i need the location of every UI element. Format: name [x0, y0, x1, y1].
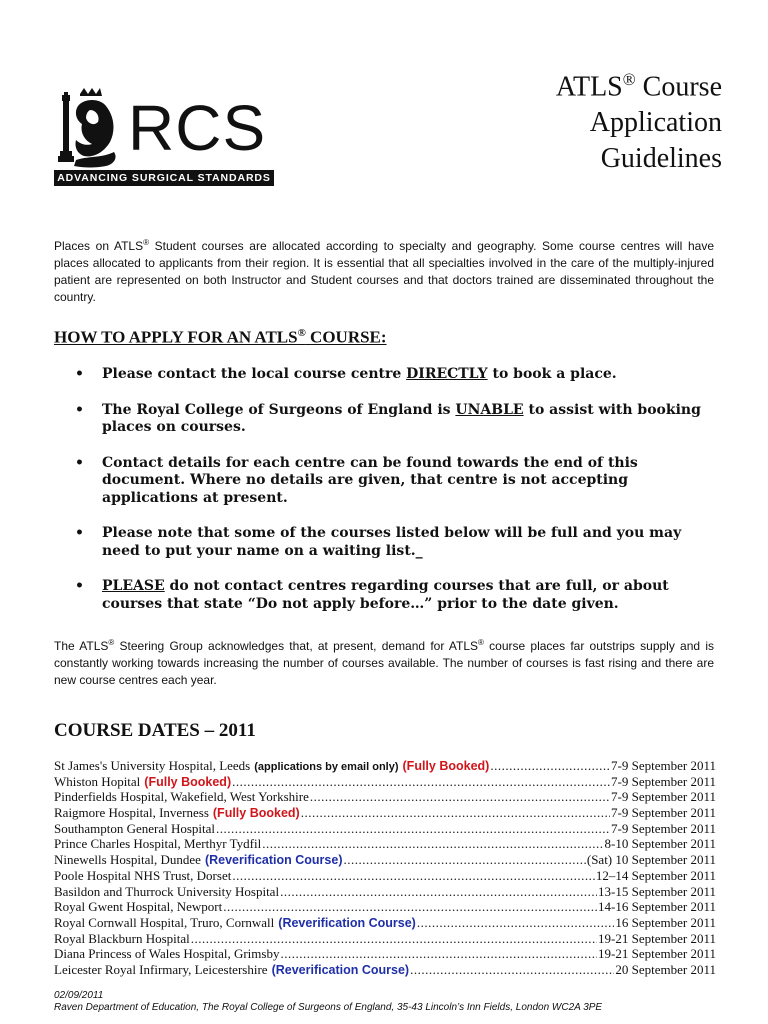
dot-leader [232, 774, 610, 790]
course-row [54, 868, 716, 884]
course-hospital: Diana Princess of Wales Hospital, Grimsby [54, 946, 280, 962]
dot-leader [280, 884, 597, 900]
course-date: 12–14 September 2011 [595, 867, 716, 883]
dot-leader [417, 915, 615, 931]
list-item: • Please note that some of the courses listed below will be full and you may need to put your name on a waiting list._ [75, 525, 682, 559]
rcs-logo [54, 86, 276, 186]
course-row [54, 852, 716, 868]
dot-leader [301, 805, 610, 821]
course-date: (Sat) 10 September 2011 [586, 852, 716, 868]
footer-date: 02/09/2011 [54, 990, 104, 1001]
fully-booked-badge: (Fully Booked) [212, 806, 300, 821]
course-row [54, 946, 716, 962]
intro-paragraph: Places on ATLS® Student courses are allocated according to specialty and geography. Some course centres will have places allocated to applicants from their region. It is essential that all specialties involved in the care of the multiply-injured patient are represented on both Instructor and Student courses and that doctors trained are disseminated throughout the country. [54, 238, 714, 304]
course-hospital: Royal Gwent Hospital, Newport [54, 899, 223, 915]
course-row [54, 836, 716, 852]
course-date: 20 September 2011 [615, 961, 716, 977]
course-date: 7-9 September 2011 [611, 820, 716, 836]
title-line-2: Application [589, 107, 722, 139]
bullet-icon: • [75, 578, 84, 594]
bullet-icon: • [75, 454, 84, 471]
dot-leader [232, 868, 595, 884]
course-hospital: Southampton General Hospital [54, 820, 216, 836]
course-date: 8-10 September 2011 [604, 836, 716, 852]
course-date: 19-21 September 2011 [598, 930, 716, 946]
course-date: 7-9 September 2011 [611, 805, 716, 821]
course-row [54, 821, 716, 837]
course-hospital: Leicester Royal Infirmary, Leicestershire [54, 961, 268, 977]
course-date: 7-9 September 2011 [611, 758, 716, 773]
how-to-apply-heading: HOW TO APPLY FOR AN ATLS® COURSE: [54, 327, 387, 347]
course-row [54, 805, 716, 821]
dot-leader [216, 821, 610, 837]
fully-booked-badge: (Fully Booked) [402, 759, 490, 773]
course-hospital: Raigmore Hospital, Inverness [54, 805, 209, 821]
dot-leader [343, 852, 585, 868]
course-hospital: Royal Blackburn Hospital [54, 930, 190, 946]
course-row [54, 758, 716, 774]
reverification-badge: (Reverification Course) [278, 915, 416, 930]
steering-group-paragraph: The ATLS® Steering Group acknowledges that, at present, demand for ATLS® course places far outstrips supply and is constantly working towards increasing the number of courses available. The number of courses is fast rising and there are new course centres each year. [54, 638, 714, 687]
list-item: • PLEASE do not contact centres regarding courses that are full, or about courses that state “Do not apply before…” prior to the date given. [75, 578, 669, 612]
course-hospital: Prince Charles Hospital, Merthyr Tydfil [54, 836, 262, 852]
course-hospital: Pinderfields Hospital, Wakefield, West Yorkshire [54, 789, 309, 805]
list-item: • Please contact the local course centre DIRECTLY to book a place. [75, 366, 617, 382]
fully-booked-badge: (Fully Booked) [144, 774, 232, 789]
reverification-badge: (Reverification Course) [204, 853, 343, 868]
course-row [54, 962, 716, 978]
course-hospital: Ninewells Hospital, Dundee [54, 852, 201, 868]
course-date: 16 September 2011 [615, 914, 716, 930]
course-date: 13-15 September 2011 [598, 883, 716, 899]
course-row [54, 899, 716, 915]
bullet-icon: • [75, 401, 84, 418]
course-row [54, 789, 716, 805]
course-date: 7-9 September 2011 [611, 773, 716, 789]
dot-leader [280, 946, 597, 962]
document-title [556, 62, 722, 177]
course-date: 7-9 September 2011 [611, 789, 716, 805]
title-line-3: Guidelines [600, 143, 722, 175]
title-line-1: ATLS® Course [555, 70, 722, 103]
bullet-icon: • [75, 525, 84, 541]
bullet-icon: • [75, 366, 84, 382]
list-item: • Contact details for each centre can be found towards the end of this document. Where no details are given, that centre is not accepting applications at present. [75, 454, 638, 506]
course-hospital: Royal Cornwall Hospital, Truro, Cornwall [54, 914, 275, 930]
course-note: (applications by email only) [254, 761, 399, 773]
course-date: 19-21 September 2011 [598, 946, 716, 962]
course-row [54, 774, 716, 790]
logo-wordmark: RCS [128, 92, 267, 164]
how-to-apply-list [54, 366, 714, 631]
page-footer [54, 990, 734, 1013]
course-row [54, 931, 716, 947]
registered-mark: ® [622, 70, 636, 89]
course-row [54, 915, 716, 931]
dot-leader [490, 758, 610, 774]
dot-leader [310, 789, 610, 805]
course-dates-heading: COURSE DATES – 2011 [54, 720, 256, 741]
dot-leader [223, 899, 597, 915]
course-hospital: Poole Hospital NHS Trust, Dorset [54, 867, 232, 883]
course-dates-list [54, 758, 716, 978]
dot-leader [410, 962, 614, 978]
course-hospital: St James's University Hospital, Leeds [54, 758, 251, 773]
footer-address: Raven Department of Education, The Royal College of Surgeons of England, 35-43 Lincoln’s Inn Fields, London WC2A 3PE [54, 1001, 603, 1013]
crest-icon [54, 86, 126, 170]
course-row [54, 884, 716, 900]
course-date: 14-16 September 2011 [598, 899, 716, 915]
course-hospital: Basildon and Thurrock University Hospital [54, 883, 280, 899]
course-hospital: Whiston Hopital [54, 773, 141, 789]
dot-leader [262, 836, 603, 852]
logo-tagline: ADVANCING SURGICAL STANDARDS [54, 170, 274, 186]
reverification-badge: (Reverification Course) [271, 962, 410, 977]
dot-leader [191, 931, 597, 947]
list-item: • The Royal College of Surgeons of England is UNABLE to assist with booking places on courses. [75, 401, 701, 435]
